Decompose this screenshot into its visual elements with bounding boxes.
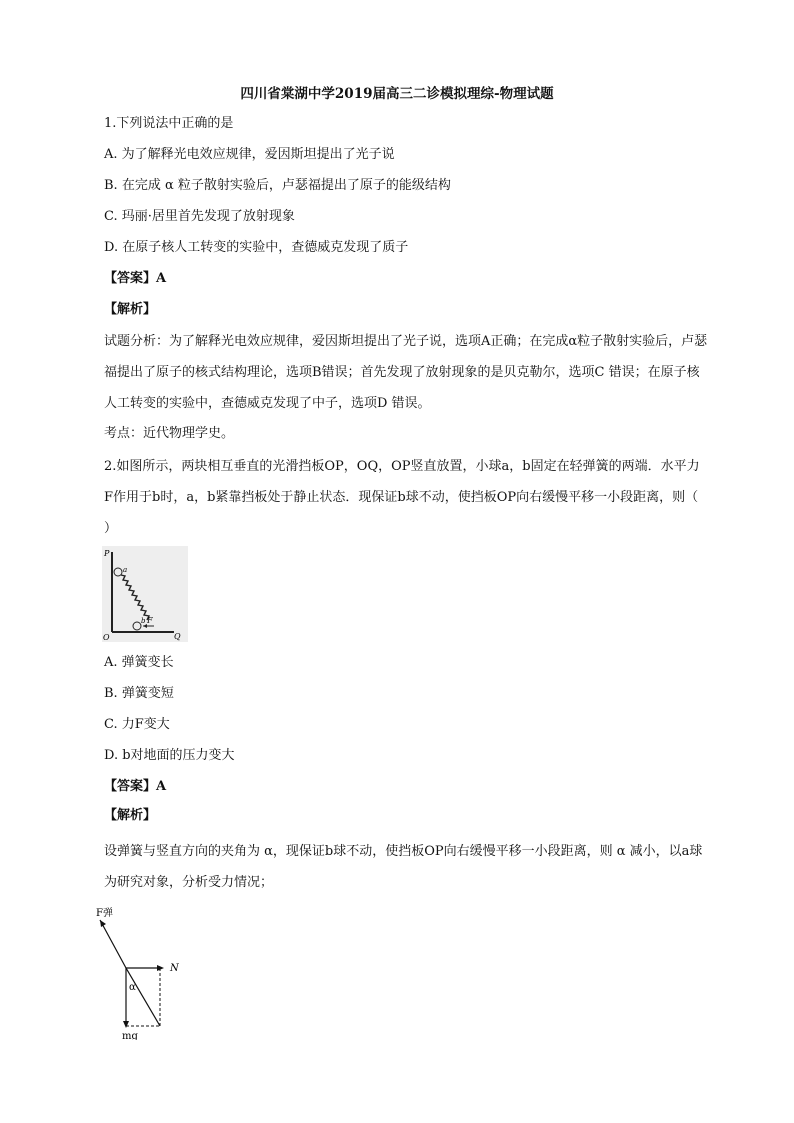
label-f-spring: F弹	[96, 908, 113, 919]
label-a: a	[123, 566, 128, 574]
force-diagram	[96, 898, 206, 1040]
q1-analysis: 试题分析：为了解释光电效应规律，爱因斯坦提出了光子说，选项A正确；在完成α粒子散射实验后，卢瑟福提出了原子的核式结构理论，选项B错误；首先发现了放射现象的是贝克勒尔，选项C 错误；在原子核人工转变的实验中，查德威克发现了中子，选项D 错误。	[104, 334, 708, 411]
q2-answer: 【答案】A	[104, 779, 167, 794]
q2-option-a: A. 弹簧变长	[104, 655, 174, 670]
label-mg: mg	[122, 1031, 138, 1040]
gravity-arrowhead	[123, 1021, 129, 1028]
q2-stem: 2.如图所示，两块相互垂直的光滑挡板OP，OQ，OP竖直放置，小球a，b固定在轻弹簧的两端．水平力F作用于b时，a，b紧靠挡板处于静止状态．现保证b球不动，使挡板OP向右缓慢平移一小段距离，则（ ）	[104, 459, 700, 536]
label-alpha: α	[129, 982, 136, 993]
q1-option-d: D. 在原子核人工转变的实验中，查德威克发现了质子	[104, 240, 409, 255]
q2-option-b: B. 弹簧变短	[104, 686, 174, 701]
q1-stem: 1.下列说法中正确的是	[104, 116, 234, 131]
label-n: N	[170, 963, 179, 974]
q1-answer: 【答案】A	[104, 271, 167, 286]
label-p: P	[104, 549, 110, 558]
spring-force-line-extension	[126, 968, 160, 1026]
page-title: 四川省棠湖中学2019届高三二诊模拟理综-物理试题	[240, 86, 554, 102]
q2-analysis-label: 【解析】	[104, 808, 157, 823]
label-f: F	[147, 616, 153, 625]
q2-option-d: D. b对地面的压力变大	[104, 748, 235, 763]
q2-option-c: C. 力F变大	[104, 717, 170, 732]
label-o: O	[103, 633, 110, 642]
q1-option-c: C. 玛丽·居里首先发现了放射现象	[104, 209, 295, 224]
q2-analysis: 设弹簧与竖直方向的夹角为 α，现保证b球不动，使挡板OP向右缓慢平移一小段距离，则 α 减小，以a球为研究对象，分析受力情况；	[104, 844, 703, 890]
q1-note: 考点：近代物理学史。	[104, 426, 235, 441]
figure-background	[102, 546, 188, 642]
q1-analysis-label: 【解析】	[104, 302, 157, 317]
spring-force-vector	[100, 920, 126, 968]
q1-option-a: A. 为了解释光电效应规律，爱因斯坦提出了光子说	[104, 147, 395, 162]
label-q: Q	[174, 632, 181, 641]
label-b: b	[141, 617, 146, 625]
q1-option-b: B. 在完成 α 粒子散射实验后，卢瑟福提出了原子的能级结构	[104, 178, 451, 193]
spring-figure	[102, 546, 188, 642]
